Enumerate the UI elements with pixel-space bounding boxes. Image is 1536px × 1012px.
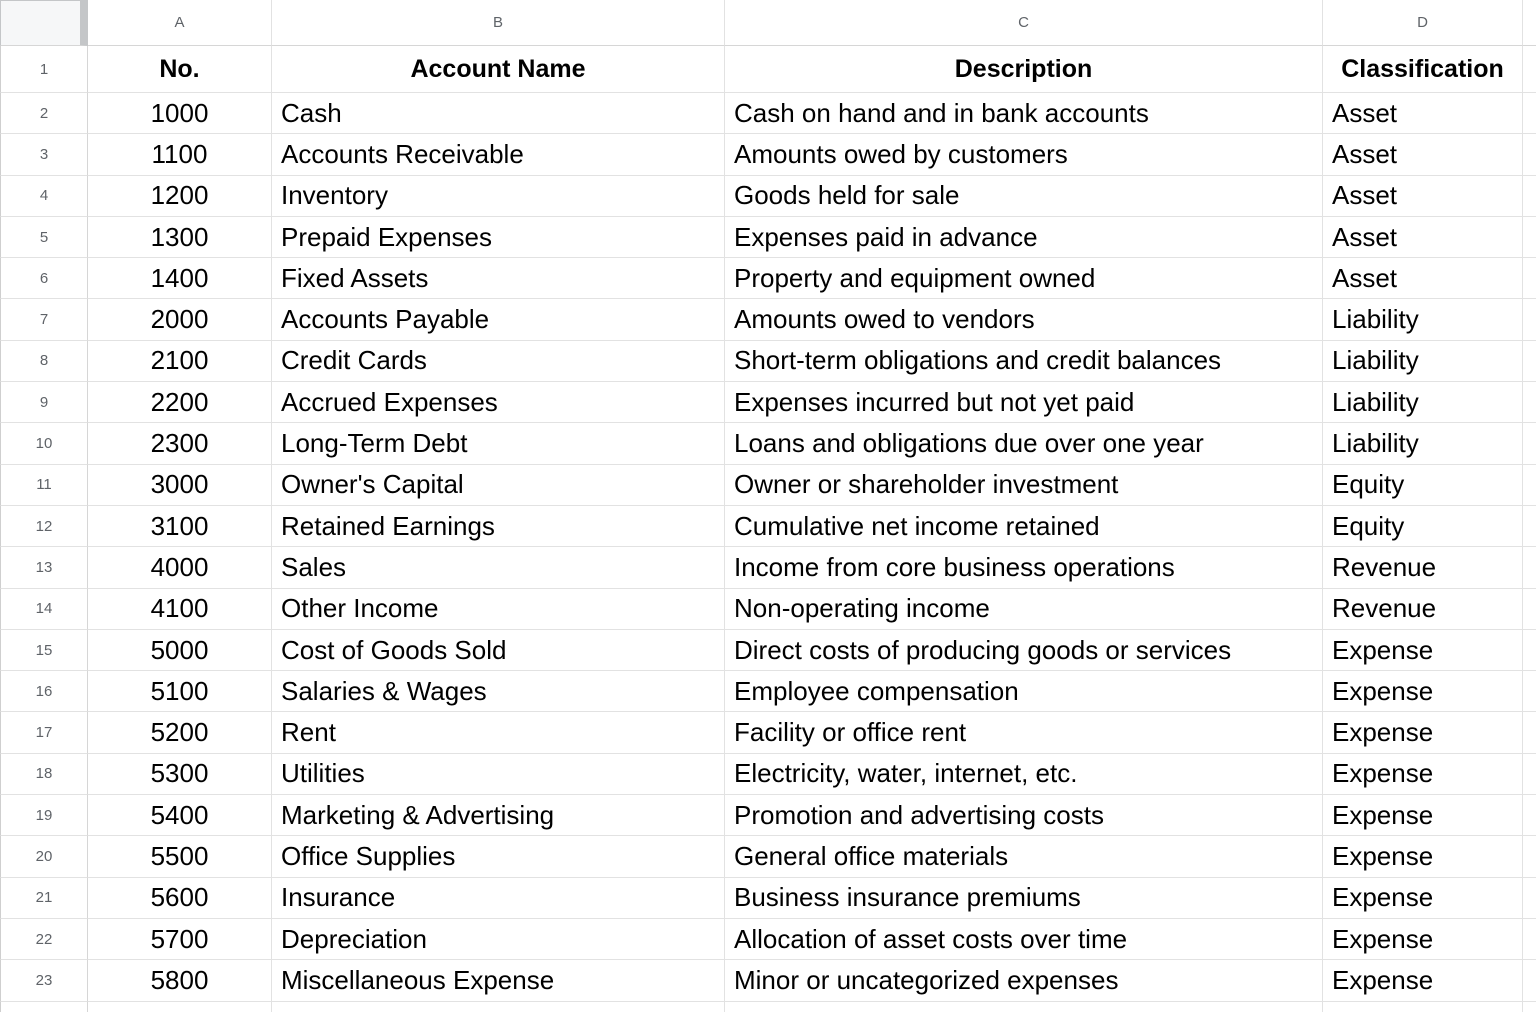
table-row [0,589,1536,630]
cell-classification[interactable]: Liability [1323,341,1523,382]
cell-description[interactable]: Employee compensation [725,671,1323,712]
header-cell-classification[interactable]: Classification [1323,46,1523,93]
row-number-cell[interactable]: 18 [0,754,88,795]
cell-empty[interactable] [1523,795,1536,836]
cell-empty[interactable] [1523,465,1536,506]
cell-account-name[interactable]: Insurance [272,878,725,919]
table-row [0,299,1536,340]
cell-classification[interactable]: Expense [1323,671,1523,712]
cell-account-name[interactable]: Cash [272,93,725,134]
row-number-cell[interactable]: 14 [0,589,88,630]
cell-empty[interactable] [1523,878,1536,919]
cell-empty[interactable] [1523,341,1536,382]
table-row [0,423,1536,464]
cell-account-name[interactable]: Utilities [272,754,725,795]
cell-no[interactable]: 2100 [88,341,272,382]
cell-empty[interactable] [1523,919,1536,960]
table-row [0,795,1536,836]
row-number-cell[interactable]: 8 [0,341,88,382]
cell-classification[interactable]: Expense [1323,712,1523,753]
cell-description[interactable]: Short-term obligations and credit balances [725,341,1323,382]
row-number-cell[interactable]: 17 [0,712,88,753]
row-number-cell[interactable] [0,1002,88,1012]
cell-no[interactable]: 1200 [88,176,272,217]
cell-description[interactable]: Allocation of asset costs over time [725,919,1323,960]
cell-empty[interactable] [1523,134,1536,175]
cell-account-name[interactable]: Depreciation [272,919,725,960]
cell-description[interactable]: Amounts owed by customers [725,134,1323,175]
cell-description[interactable]: Electricity, water, internet, etc. [725,754,1323,795]
cell-no[interactable]: 2000 [88,299,272,340]
cell-description[interactable]: Expenses incurred but not yet paid [725,382,1323,423]
cell-description[interactable]: Business insurance premiums [725,878,1323,919]
cell-empty[interactable] [1523,382,1536,423]
table-row [0,960,1536,1001]
cell-no[interactable]: 5700 [88,919,272,960]
cell-description[interactable]: Direct costs of producing goods or services [725,630,1323,671]
cell-account-name[interactable]: Long-Term Debt [272,423,725,464]
cell-empty[interactable] [1523,299,1536,340]
table-row [0,93,1536,134]
table-row [0,134,1536,175]
cell-account-name[interactable] [272,1002,725,1012]
cell-empty[interactable] [1523,630,1536,671]
cell-empty[interactable] [1523,176,1536,217]
table-row [0,878,1536,919]
cell-description[interactable]: Goods held for sale [725,176,1323,217]
row-number-cell[interactable]: 23 [0,960,88,1001]
cell-description[interactable]: Promotion and advertising costs [725,795,1323,836]
table-row [0,341,1536,382]
cell-no[interactable]: 2200 [88,382,272,423]
cell-empty[interactable] [1523,671,1536,712]
cell-account-name[interactable]: Sales [272,547,725,588]
cell-no[interactable]: 2300 [88,423,272,464]
cell-no[interactable]: 5600 [88,878,272,919]
cell-description[interactable]: Minor or uncategorized expenses [725,960,1323,1001]
cell-classification[interactable]: Revenue [1323,589,1523,630]
header-cell-description[interactable]: Description [725,46,1323,93]
row-number-cell[interactable]: 3 [0,134,88,175]
cell-empty[interactable] [1523,506,1536,547]
cell-classification[interactable]: Liability [1323,423,1523,464]
table-row [0,671,1536,712]
cell-description[interactable]: Expenses paid in advance [725,217,1323,258]
cell-account-name[interactable]: Rent [272,712,725,753]
select-all-corner[interactable] [0,0,88,46]
cell-no[interactable]: 5300 [88,754,272,795]
cell-empty[interactable] [1523,712,1536,753]
cell-no[interactable]: 1100 [88,134,272,175]
cell-classification[interactable] [1323,1002,1523,1012]
table-row [0,754,1536,795]
cell-account-name[interactable]: Accounts Receivable [272,134,725,175]
row-number-cell[interactable]: 13 [0,547,88,588]
row-number-cell[interactable]: 21 [0,878,88,919]
cell-classification[interactable]: Asset [1323,176,1523,217]
cell-description[interactable]: Cumulative net income retained [725,506,1323,547]
cell-description[interactable]: Owner or shareholder investment [725,465,1323,506]
cell-account-name[interactable]: Retained Earnings [272,506,725,547]
cell-classification[interactable]: Expense [1323,795,1523,836]
cell-no[interactable]: 1300 [88,217,272,258]
cell-classification[interactable]: Asset [1323,134,1523,175]
cell-classification[interactable]: Liability [1323,299,1523,340]
cell-classification[interactable]: Expense [1323,836,1523,877]
row-number-cell[interactable]: 6 [0,258,88,299]
cell-no[interactable] [88,1002,272,1012]
cell-account-name[interactable]: Other Income [272,589,725,630]
cell-account-name[interactable]: Miscellaneous Expense [272,960,725,1001]
cell-classification[interactable]: Expense [1323,919,1523,960]
cell-no[interactable]: 5500 [88,836,272,877]
table-row [0,465,1536,506]
cell-description[interactable]: Facility or office rent [725,712,1323,753]
cell-no[interactable]: 5800 [88,960,272,1001]
header-cell-no[interactable]: No. [88,46,272,93]
cell-no[interactable]: 3100 [88,506,272,547]
row-number-cell[interactable]: 15 [0,630,88,671]
cell-no[interactable]: 5400 [88,795,272,836]
row-number-cell[interactable]: 7 [0,299,88,340]
table-row [0,919,1536,960]
cell-classification[interactable]: Asset [1323,258,1523,299]
cell-classification[interactable]: Revenue [1323,547,1523,588]
cell-account-name[interactable]: Inventory [272,176,725,217]
row-number-cell[interactable]: 1 [0,46,88,93]
cell-account-name[interactable]: Salaries & Wages [272,671,725,712]
cell-no[interactable]: 5000 [88,630,272,671]
cell-empty[interactable] [1523,836,1536,877]
cell-account-name[interactable]: Accrued Expenses [272,382,725,423]
cell-account-name[interactable]: Accounts Payable [272,299,725,340]
column-header-strip [0,0,1536,46]
cell-description[interactable]: Income from core business operations [725,547,1323,588]
column-header-b[interactable]: B [272,0,725,46]
column-header-e-partial[interactable] [1523,0,1536,46]
cell-no[interactable]: 3000 [88,465,272,506]
table-row [0,712,1536,753]
cell-account-name[interactable]: Fixed Assets [272,258,725,299]
cell-description[interactable]: Cash on hand and in bank accounts [725,93,1323,134]
cell-description[interactable]: Amounts owed to vendors [725,299,1323,340]
cell-classification[interactable]: Expense [1323,960,1523,1001]
table-row [0,176,1536,217]
row-number-cell[interactable]: 22 [0,919,88,960]
row-number-cell[interactable]: 4 [0,176,88,217]
cell-account-name[interactable]: Cost of Goods Sold [272,630,725,671]
cell-account-name[interactable]: Credit Cards [272,341,725,382]
table-row [0,630,1536,671]
header-cell-account-name[interactable]: Account Name [272,46,725,93]
row-number-cell[interactable]: 19 [0,795,88,836]
cell-no[interactable]: 5100 [88,671,272,712]
cell-empty[interactable] [1523,423,1536,464]
cell-description[interactable]: Loans and obligations due over one year [725,423,1323,464]
cell-account-name[interactable]: Owner's Capital [272,465,725,506]
cell-classification[interactable]: Equity [1323,465,1523,506]
cell-no[interactable]: 1400 [88,258,272,299]
table-row [0,258,1536,299]
cell-description[interactable]: Non-operating income [725,589,1323,630]
table-row [0,382,1536,423]
column-header-c[interactable]: C [725,0,1323,46]
cell-account-name[interactable]: Office Supplies [272,836,725,877]
cell-empty[interactable] [1523,547,1536,588]
cell-empty[interactable] [1523,754,1536,795]
row-number-cell[interactable]: 5 [0,217,88,258]
cell-empty[interactable] [1523,258,1536,299]
table-row [0,506,1536,547]
cell-empty[interactable] [1523,960,1536,1001]
row-number-cell[interactable]: 12 [0,506,88,547]
table-body [0,93,1536,1002]
row-number-cell[interactable]: 9 [0,382,88,423]
cell-description[interactable] [725,1002,1323,1012]
row-number-cell[interactable]: 11 [0,465,88,506]
cell-classification[interactable]: Liability [1323,382,1523,423]
cell-classification[interactable]: Expense [1323,754,1523,795]
table-row [0,836,1536,877]
cell-empty[interactable] [1523,1002,1536,1012]
cell-empty[interactable] [1523,217,1536,258]
cell-classification[interactable]: Asset [1323,93,1523,134]
cell-no[interactable]: 4100 [88,589,272,630]
cell-no[interactable]: 5200 [88,712,272,753]
cell-empty[interactable] [1523,46,1536,93]
table-header-row [0,46,1536,93]
row-number-cell[interactable]: 2 [0,93,88,134]
cell-no[interactable]: 1000 [88,93,272,134]
column-header-d[interactable]: D [1323,0,1523,46]
cell-account-name[interactable]: Prepaid Expenses [272,217,725,258]
cell-empty[interactable] [1523,589,1536,630]
table-row-partial [0,1002,1536,1012]
cell-no[interactable]: 4000 [88,547,272,588]
cell-description[interactable]: Property and equipment owned [725,258,1323,299]
column-header-a[interactable]: A [88,0,272,46]
cell-account-name[interactable]: Marketing & Advertising [272,795,725,836]
cell-classification[interactable]: Equity [1323,506,1523,547]
table-row [0,217,1536,258]
cell-classification[interactable]: Asset [1323,217,1523,258]
table-row [0,547,1536,588]
row-number-cell[interactable]: 20 [0,836,88,877]
cell-classification[interactable]: Expense [1323,630,1523,671]
row-number-cell[interactable]: 16 [0,671,88,712]
cell-classification[interactable]: Expense [1323,878,1523,919]
row-number-cell[interactable]: 10 [0,423,88,464]
cell-description[interactable]: General office materials [725,836,1323,877]
cell-empty[interactable] [1523,93,1536,134]
